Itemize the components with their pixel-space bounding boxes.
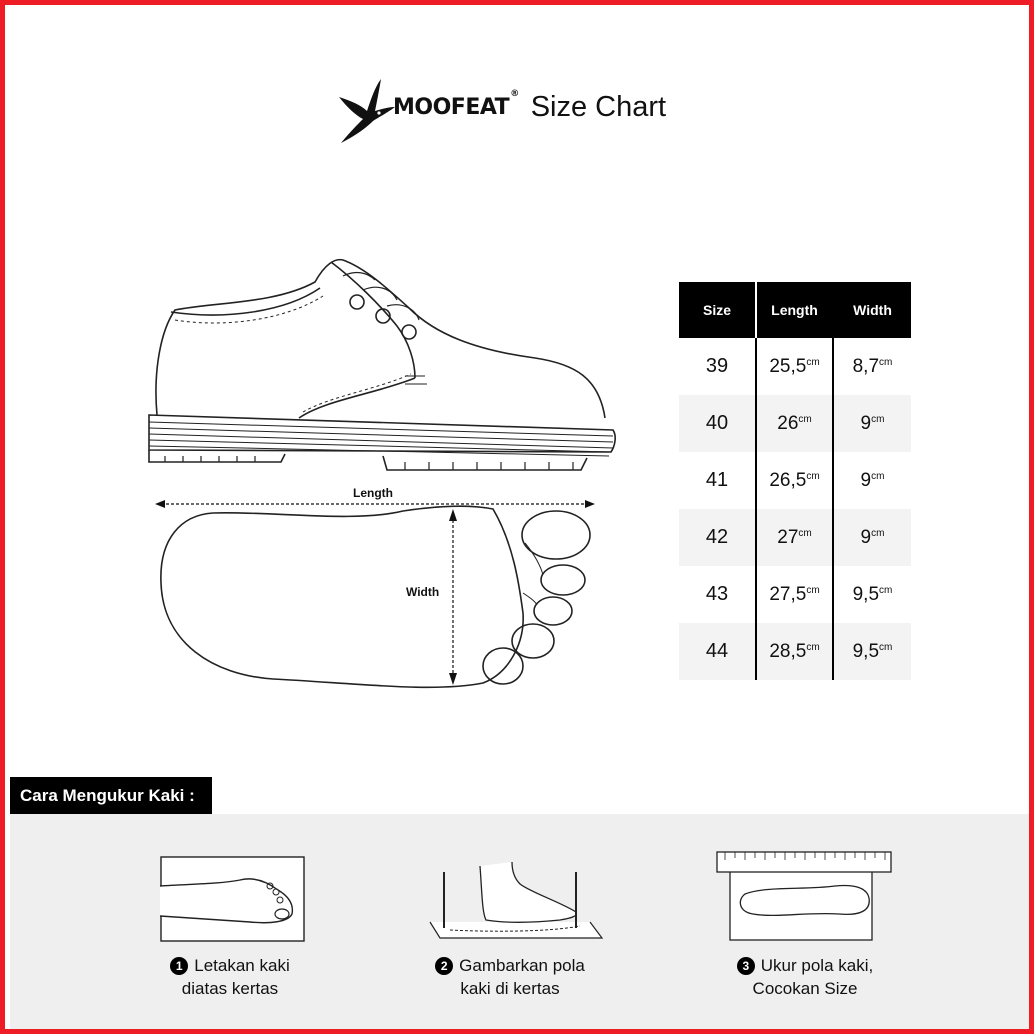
howto-step-1-text: 1 Letakan kaki diatas kertas [80,954,380,1000]
size-cell: 42 [679,509,756,566]
howto-step-2 [360,814,660,1034]
foot-on-paper-icon [160,856,305,944]
width-cell: $9^{cm}$ [833,509,911,566]
size-cell: 44 [679,623,756,680]
table-row [679,452,911,509]
swallow-logo-icon [335,71,397,143]
brand-header [335,67,715,147]
header-size: Size [679,282,756,338]
step-number-badge: 3 [737,957,755,975]
length-cell: $28,5^{cm}$ [756,623,833,680]
ruler-measure-icon [715,850,893,944]
howto-label: Cara Mengukur Kaki : [10,777,212,814]
width-cell: $9^{cm}$ [833,395,911,452]
table-row [679,566,911,623]
width-cell: $9^{cm}$ [860,469,885,491]
width-label: Width [406,585,440,599]
header-length: Length [756,282,833,338]
table-row [679,338,911,395]
howto-panel [10,814,1034,1034]
length-cell: $26,5^{cm}$ [756,452,833,509]
size-cell: 43 [705,583,729,605]
width-cell: $9,5^{cm}$ [833,623,911,680]
trace-foot-icon [410,862,610,944]
shoe-side-view-illustration [135,250,625,480]
size-table [679,282,911,680]
brand-name: MOOFEAT® [393,88,519,120]
table-header-row [679,282,911,338]
size-cell: 41 [705,469,729,491]
size-cell: 39 [705,355,729,377]
howto-step-3 [655,814,955,1034]
step-number-badge: 1 [170,957,188,975]
table-row [679,623,911,680]
header-width: Width [833,282,911,338]
howto-step-1 [85,814,385,1034]
howto-step-3-text: 3 Ukur pola kaki, Cocokan Size [655,954,955,1000]
length-cell: $25,5^{cm}$ [756,338,833,395]
step-number-badge: 2 [435,957,453,975]
table-row [679,395,911,452]
width-cell: $9,5^{cm}$ [852,583,893,605]
width-cell: $8,7^{cm}$ [852,355,893,377]
page-title: Size Chart [530,90,667,123]
foot-sole-illustration [153,483,603,708]
table-row [679,509,911,566]
length-cell: $27,5^{cm}$ [756,566,833,623]
length-cell: $27^{cm}$ [756,509,833,566]
length-label: Length [353,486,393,500]
howto-step-2-text: 2 Gambarkan pola kaki di kertas [360,954,660,1000]
size-cell: 40 [679,395,756,452]
length-cell: $26^{cm}$ [756,395,833,452]
